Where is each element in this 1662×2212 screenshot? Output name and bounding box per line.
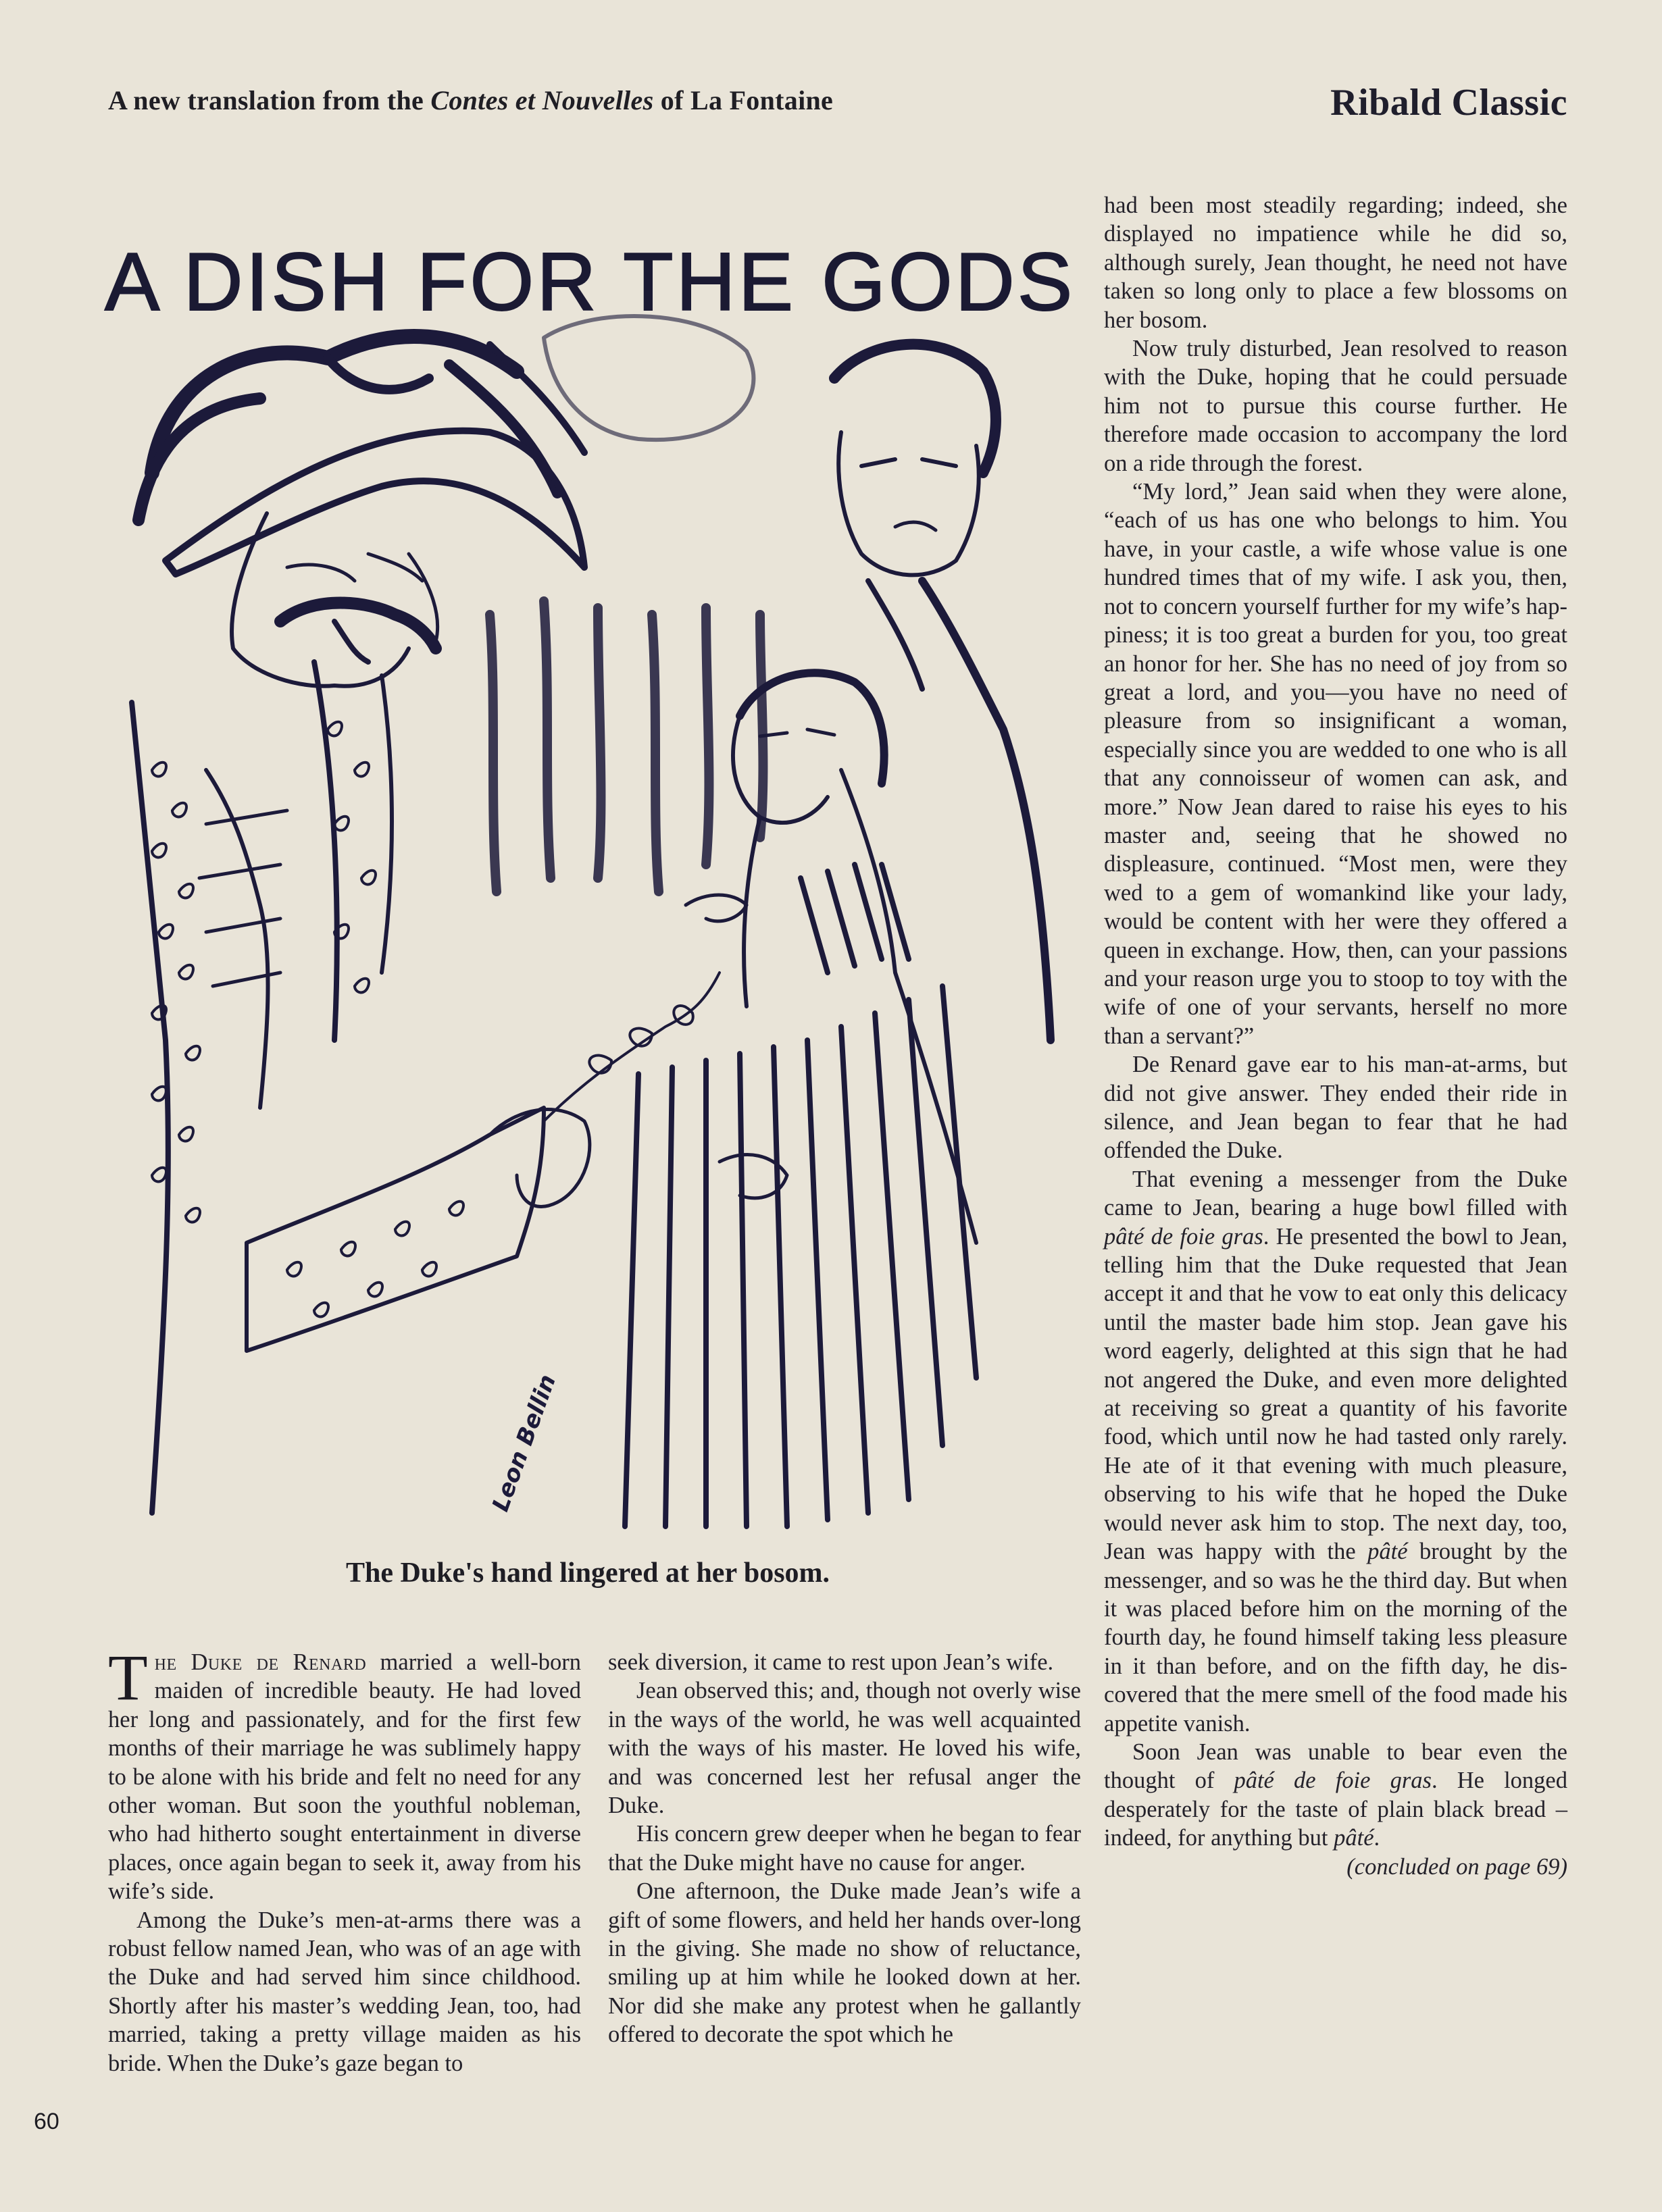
- kicker-text: A new translation from the: [108, 85, 431, 115]
- paragraph-text: .: [1374, 1825, 1380, 1851]
- paragraph: One afternoon, the Duke made Jean’s wife a gift of some flowers, and held her hands over-long in the giving. She made no show of reluctance, smiling up at him while he looked down at her. Nor did she make any protest when he gallantly offered to decorate the spot which he: [608, 1878, 1081, 2048]
- drop-cap: T: [108, 1641, 148, 1714]
- text-column-1: [108, 1641, 582, 2078]
- italic-term: pâté: [1367, 1539, 1408, 1565]
- illustration-caption: The Duke's hand lingered at her bosom.: [345, 1558, 830, 1589]
- paragraph: Among the Duke’s men-at-arms there was a robust fellow named Jean, who was of an age with the Duke and had served him since childhood. Shortly after his master’s wedding Jean, too, had married, taking a pretty village maiden as his bride. When the Duke’s gaze began to: [108, 1907, 581, 2076]
- paragraph: “My lord,” Jean said when they were alone, “each of us has one who belongs to him. You have, in your castle, a wife whose value is one hundred times that of my wife. I ask you, then, not to concern yourself further for my wife’s happiness; it is too great a burden for you, too great an honor for her. She has no need of joy from so great a lord, and you—you have no need of pleasure from so insignificant a woman, especially since you are wedded to one who is all that any connoisseur of women can ask, and more.” Now Jean dared to raise his eyes to his master and, seeing that he showed no displeasure, continued. “Most men, were they wed to a gem of womankind like your lady, would be content with her were they offered a queen in exchange. How, then, can your passions and your reason urge you to stoop to toy with the wife of one of your servants, herself no more than a servant?”: [1104, 479, 1567, 1049]
- lead-in: he Duke de Renard: [154, 1649, 367, 1675]
- paragraph-text: Soon Jean was unable to bear even the thought of: [1104, 1739, 1567, 1794]
- kicker-text-end: of La Fontaine: [653, 85, 834, 115]
- paragraph: Now truly disturbed, Jean resolved to reason with the Duke, hoping that he could persuade him not to pursue this course further. He therefore made occasion to accompany the lord on a ride through the forest.: [1104, 336, 1567, 476]
- paragraph: [108, 1641, 582, 1906]
- continued-link[interactable]: (concluded on page 69): [1346, 1853, 1567, 1880]
- paragraph-text: . He presented the bowl to Jean, telling him that the Duke requested that Jean accept it and that he vow to eat only this delicacy until the master bade him stop. Jean gave his word eagerly, delighted at this sign that he had not angered the Duke, and even more delighted at receiving so great a quantity of his favorite food, which until now he had tasted only rarely. He ate of it that evening with much pleasure, observing to his wife that he hoped the Duke would never ask him to stop. The next day, too, Jean was happy with the: [1104, 1223, 1568, 1565]
- paragraph-text: brought by the messenger, and so was he the third day. But when it was placed before him on the morning of the fourth day, he found himself taking less pleasure in it than before, and on the fifth day, he discovered that the mere smell of the food made his appetite vanish.: [1104, 1539, 1567, 1737]
- paragraph: De Renard gave ear to his man-at-arms, but did not give answer. They ended their ride in silence, and Jean began to fear that he had offended the Duke.: [1104, 1052, 1567, 1164]
- article-illustration: [111, 297, 1064, 1540]
- paragraph: had been most steadily regarding; indeed, she displayed no impatience while he did so, although surely, Jean thought, he need not have taken so long only to place a few blossoms on her bosom.: [1104, 192, 1567, 333]
- paragraph: Jean observed this; and, though not overly wise in the ways of the world, he was well acquainted with the ways of his master. He loved his wife, and was concerned lest her refusal anger the Duke.: [608, 1678, 1081, 1819]
- paragraph: seek diversion, it came to rest upon Jean’s wife.: [608, 1649, 1054, 1675]
- kicker-source-title: Contes et Nouvelles: [430, 85, 654, 115]
- italic-term: pâté de foie gras: [1104, 1223, 1263, 1250]
- section-label: Ribald Classic: [1330, 82, 1567, 124]
- page-number: 60: [34, 2109, 59, 2134]
- italic-term: pâté: [1334, 1825, 1374, 1851]
- paragraph-text: married a well-born maiden of incredible beauty. He had loved her long and passionately, and for the first few months of their marriage he was sublimely happy to be alone with his bride and felt no need for any other woman. But soon the youthful nobleman, who had hitherto sought entertainment in diverse places, once again began to seek it, away from his wife’s side.: [108, 1649, 582, 1905]
- paragraph: [1104, 1738, 1567, 1853]
- paragraph: His concern grew deeper when he began to fear that the Duke might have no cause for anger.: [608, 1821, 1081, 1876]
- text-column-3: [1104, 191, 1567, 1881]
- article-title: A DISH FOR THE GODS: [105, 235, 1076, 328]
- paragraph: [1104, 1165, 1567, 1738]
- article-kicker: [108, 84, 833, 116]
- text-column-2: [608, 1648, 1081, 2049]
- italic-term: pâté de foie gras: [1234, 1768, 1432, 1794]
- artist-signature: Leon Bellin: [486, 1370, 562, 1516]
- paragraph-text: That evening a messenger from the Duke came to Jean, bearing a huge bowl filled with: [1104, 1166, 1567, 1221]
- paragraph-text: . He longed desperately for the taste of plain black bread – indeed, for anything but: [1104, 1768, 1567, 1851]
